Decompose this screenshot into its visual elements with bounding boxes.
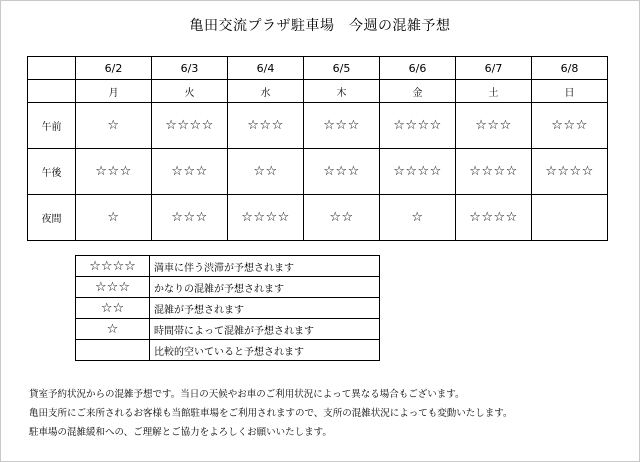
star-rating-cell: ☆☆☆☆ <box>152 103 228 149</box>
corner-cell <box>28 80 76 103</box>
star-rating-cell: ☆☆☆☆ <box>228 195 304 241</box>
legend-stars <box>76 340 150 361</box>
corner-cell <box>28 57 76 80</box>
footnotes <box>29 385 629 442</box>
star-rating-cell: ☆☆ <box>228 149 304 195</box>
footnote-line: 亀田支所にご来所されるお客様も当館駐車場をご利用されますので、支所の混雑状況によっても変動いたします。 <box>29 408 513 419</box>
legend-table <box>75 255 380 361</box>
legend-row <box>76 277 380 298</box>
star-rating-cell: ☆☆☆☆ <box>380 149 456 195</box>
legend-row <box>76 340 380 361</box>
footnote-line: 貸室予約状況からの混雑予想です。当日の天候やお車のご利用状況によって異なる場合もございます。 <box>29 389 465 400</box>
legend-row <box>76 256 380 277</box>
date-cell: 6/7 <box>456 57 532 80</box>
weekday-cell: 月 <box>76 80 152 103</box>
date-cell: 6/5 <box>304 57 380 80</box>
legend-stars: ☆ <box>76 319 150 340</box>
weekday-cell: 木 <box>304 80 380 103</box>
star-rating-cell: ☆☆☆ <box>532 103 608 149</box>
night-row <box>28 195 608 241</box>
congestion-forecast-table <box>27 56 608 241</box>
legend-stars: ☆☆☆☆ <box>76 256 150 277</box>
star-rating-cell: ☆☆☆ <box>228 103 304 149</box>
star-rating-cell: ☆☆☆☆ <box>532 149 608 195</box>
period-label: 夜間 <box>28 195 76 241</box>
star-rating-cell <box>532 195 608 241</box>
legend-description: かなりの混雑が予想されます <box>150 277 380 298</box>
weekday-cell: 金 <box>380 80 456 103</box>
morning-row <box>28 103 608 149</box>
weekday-header-row <box>28 80 608 103</box>
legend-stars: ☆☆☆ <box>76 277 150 298</box>
date-cell: 6/2 <box>76 57 152 80</box>
legend-row <box>76 298 380 319</box>
legend-stars: ☆☆ <box>76 298 150 319</box>
star-rating-cell: ☆☆☆☆ <box>380 103 456 149</box>
date-cell: 6/4 <box>228 57 304 80</box>
star-rating-cell: ☆☆☆ <box>304 103 380 149</box>
star-rating-cell: ☆☆ <box>304 195 380 241</box>
star-rating-cell: ☆☆☆ <box>76 149 152 195</box>
period-label: 午前 <box>28 103 76 149</box>
star-rating-cell: ☆ <box>76 103 152 149</box>
date-header-row <box>28 57 608 80</box>
legend-description: 混雑が予想されます <box>150 298 380 319</box>
footnote-line: 駐車場の混雑緩和への、ご理解とご協力をよろしくお願いいたします。 <box>29 427 332 438</box>
star-rating-cell: ☆☆☆ <box>152 195 228 241</box>
star-rating-cell: ☆☆☆ <box>304 149 380 195</box>
star-rating-cell: ☆ <box>380 195 456 241</box>
weekday-cell: 火 <box>152 80 228 103</box>
star-rating-cell: ☆☆☆☆ <box>456 149 532 195</box>
legend-description: 満車に伴う渋滞が予想されます <box>150 256 380 277</box>
legend-row <box>76 319 380 340</box>
afternoon-row <box>28 149 608 195</box>
date-cell: 6/6 <box>380 57 456 80</box>
weekday-cell: 土 <box>456 80 532 103</box>
date-cell: 6/3 <box>152 57 228 80</box>
star-rating-cell: ☆☆☆☆ <box>456 195 532 241</box>
star-rating-cell: ☆ <box>76 195 152 241</box>
legend-description: 比較的空いていると予想されます <box>150 340 380 361</box>
star-rating-cell: ☆☆☆ <box>456 103 532 149</box>
weekday-cell: 日 <box>532 80 608 103</box>
star-rating-cell: ☆☆☆ <box>152 149 228 195</box>
legend-description: 時間帯によって混雑が予想されます <box>150 319 380 340</box>
weekday-cell: 水 <box>228 80 304 103</box>
page-title: 亀田交流プラザ駐車場 今週の混雑予想 <box>189 18 451 34</box>
date-cell: 6/8 <box>532 57 608 80</box>
period-label: 午後 <box>28 149 76 195</box>
